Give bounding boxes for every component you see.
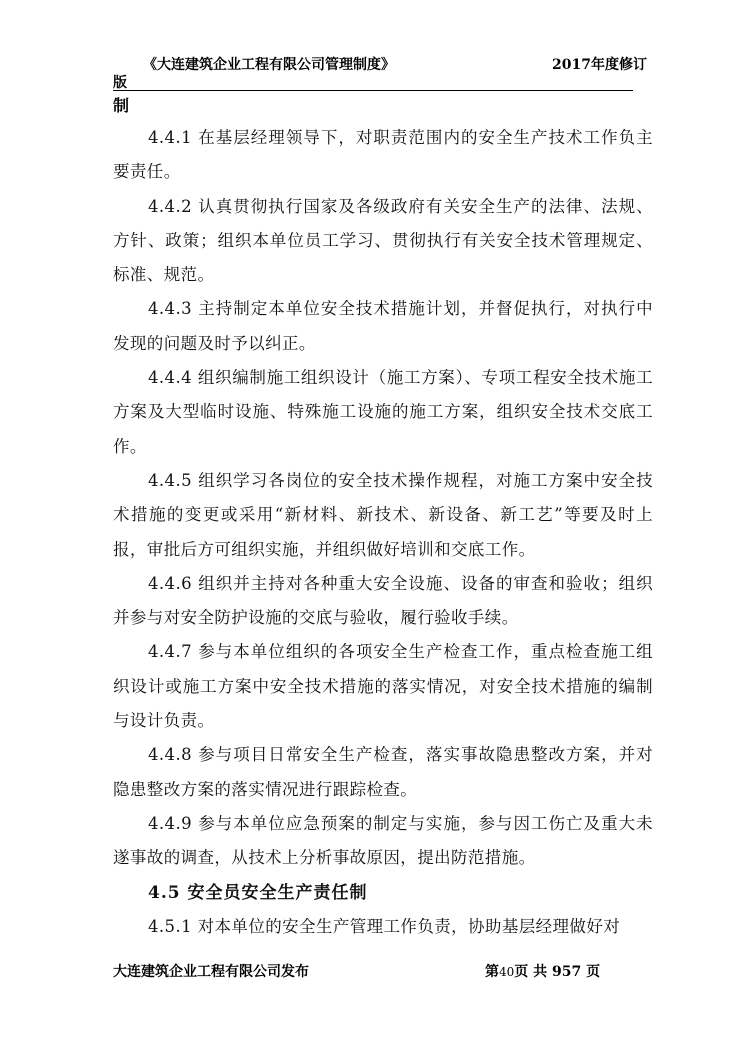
paragraph-4-4-5: 4.4.5 组织学习各岗位的安全技术操作规程，对施工方案中安全技术措施的变更或采用“新材料、新技术、新设备、新工艺”等要及时上报，审批后方可组织实施，并组织做好培训和交底工作。 [113, 470, 653, 559]
footer-page-info [485, 961, 600, 981]
header-rule [113, 90, 633, 91]
document-body [113, 121, 653, 944]
paragraph-4-4-2: 4.4.2 认真贯彻执行国家及各级政府有关安全生产的法律、法规、方针、政策；组织本单位员工学习、贯彻执行有关安全技术管理规定、标准、规范。 [113, 196, 653, 285]
paragraph-4-4-7: 4.4.7 参与本单位组织的各项安全生产检查工作，重点检查施工组织设计或施工方案中安全技术措施的落实情况，对安全技术措施的编制与设计负责。 [113, 642, 653, 731]
paragraph-4-4-6: 4.4.6 组织并主持对各种重大安全设施、设备的审查和验收；组织并参与对安全防护设施的交底与验收，履行验收手续。 [113, 573, 653, 628]
header-revision-year: 2017年度修订 [552, 57, 647, 73]
paragraph-4-4-9: 4.4.9 参与本单位应急预案的制定与实施，参与因工伤亡及重大未遂事故的调查，从技术上分析事故原因，提出防范措施。 [113, 813, 653, 868]
paragraph-4-5-1: 4.5.1 对本单位的安全生产管理工作负责，协助基层经理做好对 [148, 916, 621, 936]
page-suffix: 页 [581, 964, 601, 980]
paragraph-4-4-8: 4.4.8 参与项目日常安全生产检查，落实事故隐患整改方案，并对隐患整改方案的落实情况进行跟踪检查。 [113, 745, 653, 799]
header-title-continuation: 版 [113, 75, 127, 91]
paragraph-4-4-4: 4.4.4 组织编制施工组织设计（施工方案）、专项工程安全技术施工方案及大型临时设施、特殊施工设施的施工方案，组织安全技术交底工作。 [113, 368, 653, 456]
page-mid: 页 共 [514, 964, 553, 980]
header-title: 《大连建筑企业工程有限公司管理制度》 [143, 57, 395, 73]
page-prefix: 第 [485, 964, 499, 980]
section-heading-4-5: 4.5 安全员安全生产责任制 [148, 882, 368, 903]
paragraph-4-4-1: 4.4.1 在基层经理领导下，对职责范围内的安全生产技术工作负主要责任。 [113, 128, 653, 182]
footer-publisher: 大连建筑企业工程有限公司发布 [113, 964, 309, 980]
total-pages: 957 [552, 964, 582, 980]
page-number: 40 [499, 965, 515, 979]
paragraph-4-4-3: 4.4.3 主持制定本单位安全技术措施计划，并督促执行，对执行中发现的问题及时予以纠正。 [113, 299, 653, 353]
header-fragment: 制 [113, 96, 130, 115]
